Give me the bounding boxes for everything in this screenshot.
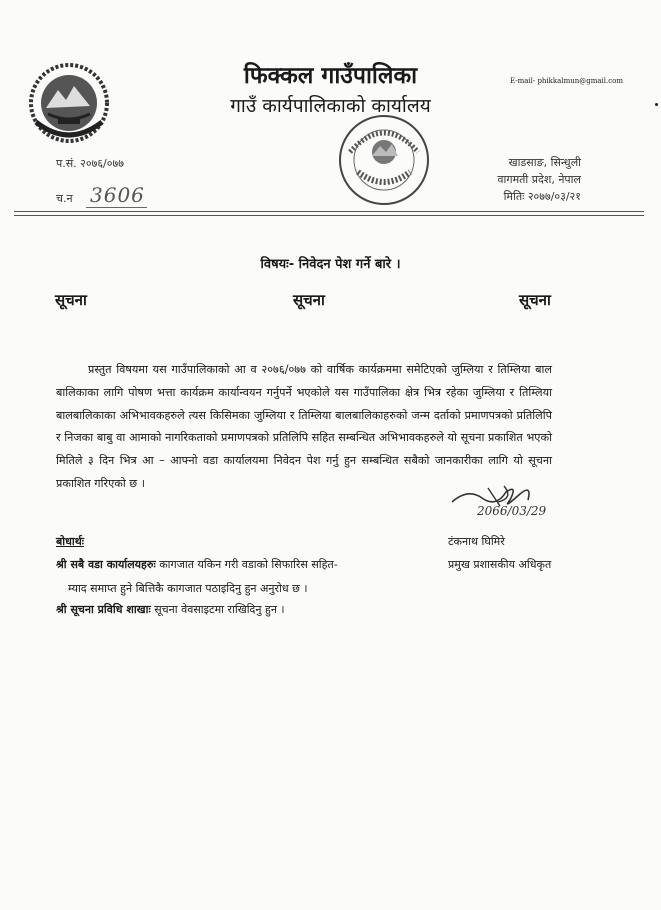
cc-ward-offices bbox=[56, 557, 338, 572]
address-line-2: वागमती प्रदेश, नेपाल bbox=[497, 173, 581, 186]
notice-heading-left: सूचना bbox=[55, 291, 87, 309]
office-stamp bbox=[336, 112, 432, 208]
cc-it-label: श्री सूचना प्रविधि शाखाः bbox=[56, 603, 151, 616]
cc-label: बोधार्थः bbox=[56, 535, 84, 548]
org-name: फिक्कल गाउँपालिका bbox=[243, 63, 418, 89]
cc-ward-label: श्री सबै वडा कार्यालयहरुः bbox=[56, 558, 156, 571]
letter-date: मितिः २०७७/०३/२१ bbox=[503, 190, 581, 203]
dispatch-label: च.न bbox=[56, 192, 73, 205]
cc-ward-text: कागजात यकिन गरी वडाको सिफारिस सहित- bbox=[159, 558, 338, 571]
cc-it-section bbox=[56, 602, 285, 617]
header-divider-2 bbox=[14, 215, 644, 216]
cc-it-text: सूचना वेवसाइटमा राखिदिनु हुन । bbox=[154, 603, 285, 616]
reference-number: प.सं. २०७६/०७७ bbox=[56, 157, 124, 170]
notice-heading-right: सूचना bbox=[519, 291, 551, 309]
notice-heading-center: सूचना bbox=[293, 291, 325, 309]
signer-name: टंकनाथ घिमिरे bbox=[448, 535, 505, 548]
notice-body: प्रस्तुत विषयमा यस गाउँपालिकाको आ व २०७६/०७७ को वार्षिक कार्यक्रममा समेटिएको जुम्लिया र तिम्लिया बाल बालिकाका लागि पोषण भत्ता कार्यक्रम कार्यान्वयन गर्नुपर्ने भएकोले यस गाउँपालिका क्षेत्र भित्र रहेका जुम्लिया र तिम्लिया बालबालिकाका अभिभावकहरुले त्यस किसिमका जुम्लिया र तिम्लिया बालबालिकाहरुको जन्म दर्ताको प्रमाणपत्रको प्रतिलिपि र निजका बाबु वा आमाको नागरिकताको प्रमाणपत्रको प्रतिलिपि सहित सम्बन्धित अभिभावकहरुले यो सूचना प्रकाशित भएको मितिले ३ दिन भित्र आ – आफ्नो वडा कार्यालयमा निवेदन पेश गर्नु हुन सम्बन्धित सबैको जानकारीका लागि यो सूचना प्रकाशित गरिएको छ । bbox=[56, 363, 552, 490]
speck bbox=[655, 103, 658, 106]
header-divider bbox=[14, 211, 644, 212]
dispatch-number: 3606 bbox=[86, 183, 147, 208]
email-address: E-mail- phikkalmun@gmail.com bbox=[509, 77, 623, 85]
cc-ward-text-2: म्याद समाप्त हुने बित्तिकै कागजात पठाइदिनु हुन अनुरोध छ । bbox=[68, 582, 308, 595]
office-name: गाउँ कार्यपालिकाको कार्यालय bbox=[230, 95, 431, 117]
signer-title: प्रमुख प्रशासकीय अधिकृत bbox=[448, 558, 552, 571]
subject-line: विषयः- निवेदन पेश गर्ने बारे । bbox=[260, 257, 401, 272]
address-line-1: खाडसाङ, सिन्धुली bbox=[508, 156, 581, 169]
signature-date: 2066/03/29 bbox=[477, 504, 547, 518]
